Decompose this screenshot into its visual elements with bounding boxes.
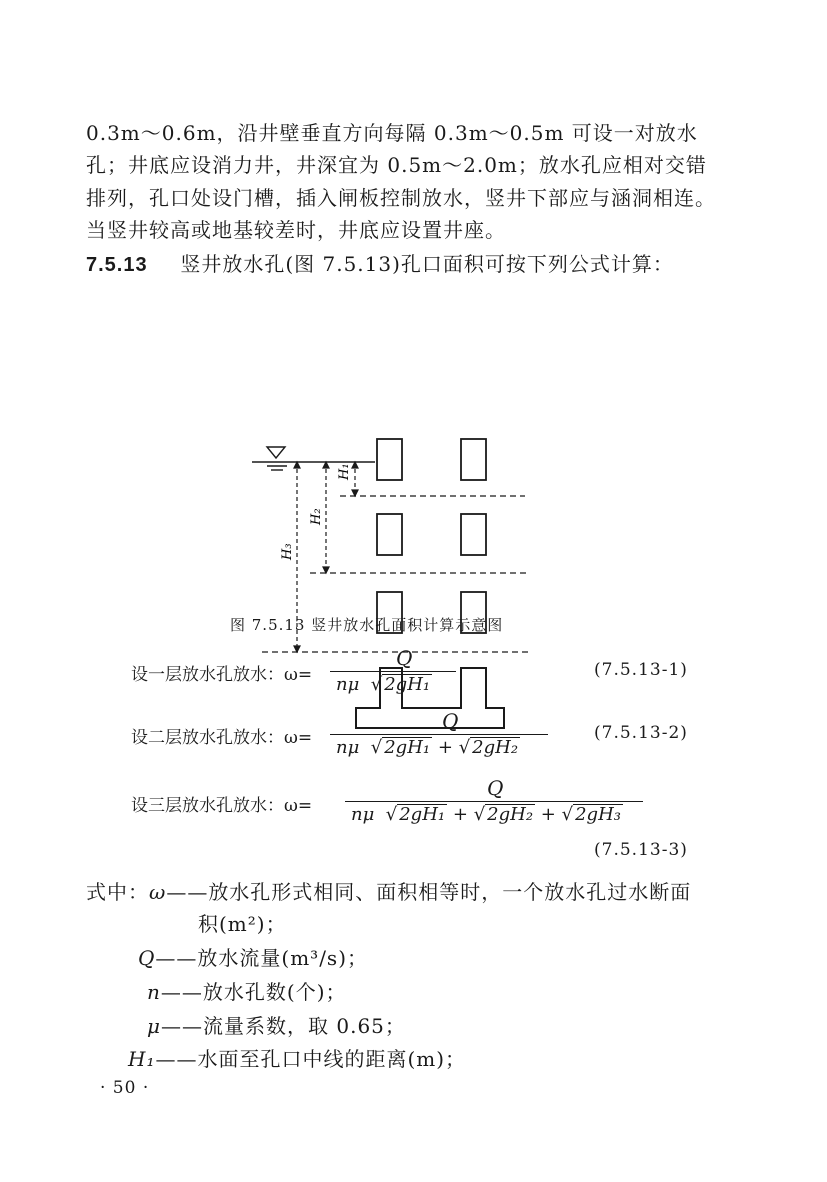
equation-1-bar xyxy=(330,671,456,672)
definition-text: 流量系数，取 0.65； xyxy=(203,1014,406,1038)
equation-1-number: (7.5.13-1) xyxy=(594,660,688,680)
section-heading xyxy=(86,248,674,277)
definition-symbol: n xyxy=(147,980,161,1004)
definition-symbol: ω xyxy=(149,880,167,904)
paragraph-line-1: 0.3m～0.6m，沿井壁垂直方向每隔 0.3m～0.5m 可设一对放水 xyxy=(86,121,698,145)
paragraph-line-2: 孔；井底应设消力井，井深宜为 0.5m～2.0m；放水孔应相对交错 xyxy=(86,153,707,177)
section-number: 7.5.13 xyxy=(86,254,148,276)
equation-3-numerator: Q xyxy=(487,776,504,800)
equation-1-numerator: Q xyxy=(396,646,413,670)
definition-q: Q——放水流量(m³/s)； xyxy=(138,946,368,970)
hole-row1-right xyxy=(461,439,486,480)
equation-3-label: 设三层放水孔放水：ω= xyxy=(131,796,313,816)
page-number: · 50 · xyxy=(100,1078,150,1098)
shaft-diagram xyxy=(0,280,827,880)
paragraph-line-4: 当竖井较高或地基较差时，井底应设置井座。 xyxy=(86,218,506,242)
definition-omega-cont: 积(m²)； xyxy=(198,912,287,936)
equation-3-number: (7.5.13-3) xyxy=(594,840,688,860)
equation-3-bar xyxy=(345,801,643,802)
label-h1: H₁ xyxy=(337,463,352,480)
label-h3: H₃ xyxy=(280,543,295,560)
equation-2-numerator: Q xyxy=(442,709,459,733)
hole-row1-left xyxy=(377,439,402,480)
definition-symbol: μ xyxy=(147,1014,161,1038)
hole-row2-left xyxy=(377,514,402,555)
hole-row2-right xyxy=(461,514,486,555)
definition-mu: μ——流量系数，取 0.65； xyxy=(147,1014,406,1038)
definition-symbol: Q xyxy=(138,946,156,970)
equation-2-label: 设二层放水孔放水：ω= xyxy=(131,728,313,748)
definition-h1: H₁——水面至孔口中线的距离(m)； xyxy=(128,1047,467,1071)
label-h2: H₂ xyxy=(309,508,324,525)
definition-text: 放水孔形式相同、面积相等时，一个放水孔过水断面 xyxy=(208,880,692,904)
equation-1-label: 设一层放水孔放水：ω= xyxy=(131,665,313,685)
definition-text: 放水孔数(个)； xyxy=(202,980,347,1004)
definition-n: n——放水孔数(个)； xyxy=(147,980,347,1004)
figure-caption: 图 7.5.13 竖井放水孔面积计算示意图 xyxy=(230,616,504,634)
definition-omega: 式中：ω——放水孔形式相同、面积相等时，一个放水孔过水断面 xyxy=(86,880,692,904)
equation-2-number: (7.5.13-2) xyxy=(594,723,688,743)
equation-2-denominator: nμ √ 2gH₁ + √ 2gH₂ xyxy=(336,737,519,758)
equation-2-bar xyxy=(330,734,548,735)
equation-3-denominator: nμ √ 2gH₁ + √ 2gH₂ + √ 2gH₃ xyxy=(351,804,621,825)
definition-text: 水面至孔口中线的距离(m)； xyxy=(197,1047,467,1071)
definition-symbol: H₁ xyxy=(128,1047,156,1071)
equation-1-denominator: nμ √ 2gH₁ xyxy=(336,674,431,695)
paragraph-line-3: 排列，孔口处设门槽，插入闸板控制放水，竖井下部应与涵洞相连。 xyxy=(86,186,716,210)
section-text: 竖井放水孔(图 7.5.13)孔口面积可按下列公式计算： xyxy=(180,252,674,276)
definition-text: 放水流量(m³/s)； xyxy=(197,946,368,970)
definitions-intro: 式中： xyxy=(86,880,149,904)
